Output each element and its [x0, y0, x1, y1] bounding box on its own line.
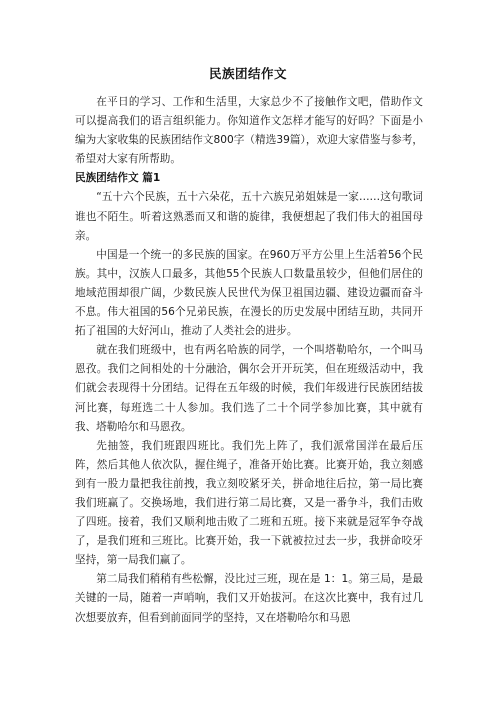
body-paragraph: “五十六个民族，五十六朵花，五十六族兄弟姐妹是一家……这句歌词谁也不陌生。听着这熟悉而又和谐的旋律，我便想起了我们伟大的祖国母亲。	[75, 191, 423, 242]
body-paragraph: 中国是一个统一的多民族的国家。在960万平方公里上生活着56个民族。其中，汉族人口最多，其他55个民族人口数量虽较少，但他们居住的地域范围却很广阔，少数民族人民世代为保卫祖国边疆、建设边疆而奋斗不息。伟大祖国的56个兄弟民族，在漫长的历史发展中团结互助，共同开拓了祖国的大好河山，推动了人类社会的进步。	[75, 248, 423, 338]
body-paragraph: 就在我们班级中，也有两名哈族的同学，一个叫塔勒哈尔，一个叫马恩孜。我们之间相处的十分融洽，偶尔会开开玩笑，但在班级活动中，我们就会表现得十分团结。记得在五年级的时候，我们年级进行民族团结拔河比赛，每班选二十人参加。我们选了二十个同学参加比赛，其中就有我、塔勒哈尔和马恩孜。	[75, 344, 423, 433]
document-title: 民族团结作文	[208, 66, 287, 81]
body-paragraph: 第二局我们稍稍有些松懈，没比过三班，现在是 1：1。第三局，是最关键的一局，随着一声哨响，我们又开始拔河。在这次比赛中，我有过几次想要放弃，但看到前面同学的坚持，又在塔勒哈尔和马恩	[75, 573, 423, 624]
intro-paragraph: 在平日的学习、工作和生活里，大家总少不了接触作文吧，借助作文可以提高我们的语言组织能力。你知道作文怎样才能写的好吗？下面是小编为大家收集的民族团结作文800字（精选39篇），欢迎大家借鉴与参考，希望对大家有所帮助。	[75, 96, 423, 166]
body-paragraph: 先抽签，我们班跟四班比。我们先上阵了，我们派常国洋在最后压阵，然后其他人依次队，握住绳子，准备开始比赛。比赛开始，我立刻感到有一股力量把我往前拽，我立刻咬紧牙关，拼命地往后拉，第一局比赛我们班赢了。交换场地，我们进行第二局比赛，又是一番争斗，我们击败了四班。接着，我们又顺利地击败了二班和五班。接下来就是冠军争夺战了，是我们班和三班比。比赛开始，我一下就被拉过去一步，我拼命咬牙坚持，第一局我们赢了。	[75, 439, 423, 567]
section-heading: 民族团结作文 篇1	[75, 172, 161, 185]
document-body	[75, 93, 423, 628]
